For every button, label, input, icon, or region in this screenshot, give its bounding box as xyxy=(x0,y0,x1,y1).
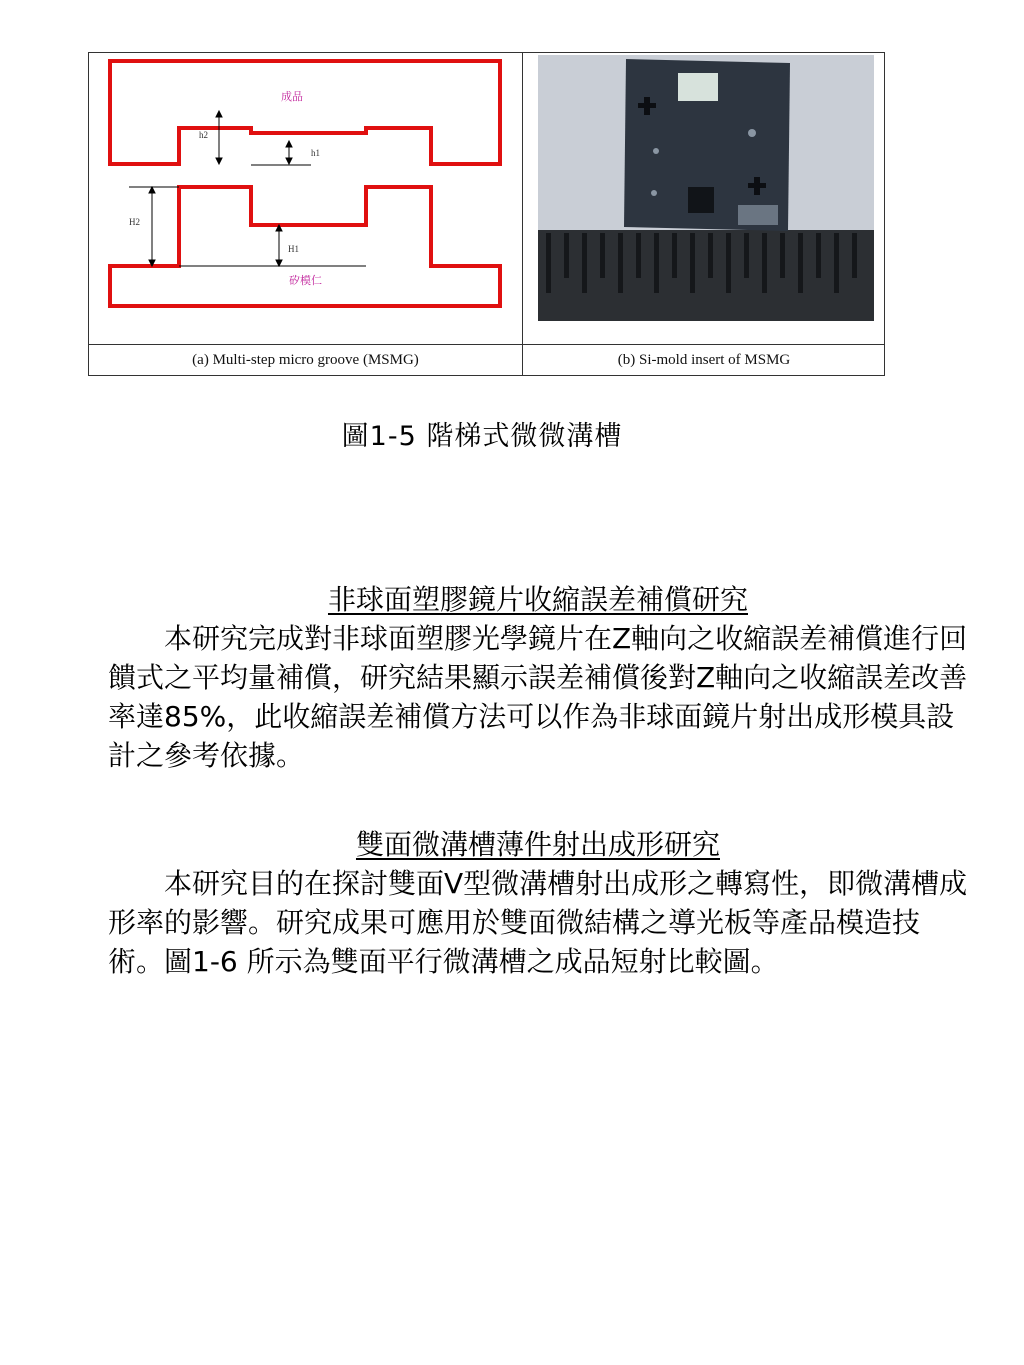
dim-H1-label: H1 xyxy=(288,244,299,254)
dim-h2-label: h2 xyxy=(199,130,208,140)
section-body: 本研究目的在探討雙面V型微溝槽射出成形之轉寫性，即微溝槽成形率的影響。研究成果可應用於雙面微結構之導光板等產品模造技術。圖1-6 所示為雙面平行微溝槽之成品短射比較圖。 xyxy=(108,867,968,978)
caption-b: (b) Si-mold insert of MSMG xyxy=(617,352,791,368)
mold-insert-outline xyxy=(110,187,500,306)
msmg-diagram xyxy=(89,53,522,344)
insert-window xyxy=(678,73,718,101)
section-micro-groove xyxy=(108,825,968,981)
section-body: 本研究完成對非球面塑膠光學鏡片在Z軸向之收縮誤差補償進行回饋式之平均量補償，研究結果顯示誤差補償後對Z軸向之收縮誤差改善率達85%，此收縮誤差補償方法可以作為非球面鏡片射出成形模具設計之參考依據。 xyxy=(108,622,968,772)
product-outline xyxy=(110,61,500,164)
product-label: 成品 xyxy=(281,90,303,103)
dim-H2-label: H2 xyxy=(129,217,140,227)
section-aspheric-lens xyxy=(108,580,968,775)
si-mold-photo xyxy=(538,55,874,321)
mold-insert-label: 矽模仁 xyxy=(289,274,322,287)
caption-a: (a) Multi-step micro groove (MSMG) xyxy=(192,352,419,368)
table-divider-vertical xyxy=(522,53,523,375)
figure-table xyxy=(88,52,885,376)
figure-title: 圖1-5 階梯式微微溝槽 xyxy=(341,421,623,452)
insert-square xyxy=(688,187,714,213)
dim-h1-label: h1 xyxy=(311,148,320,158)
section-heading: 非球面塑膠鏡片收縮誤差補償研究 xyxy=(327,583,748,616)
section-heading: 雙面微溝槽薄件射出成形研究 xyxy=(355,828,720,861)
